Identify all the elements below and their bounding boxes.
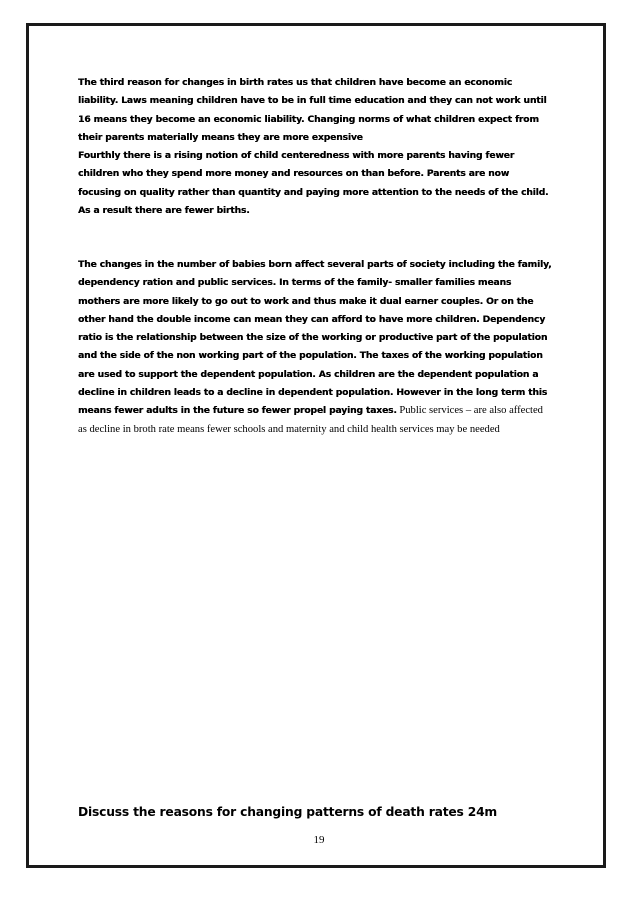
section-heading: Discuss the reasons for changing patterns of death rates 24m	[78, 805, 498, 819]
paragraph-child-centeredness: Fourthly there is a rising notion of child centeredness with more parents having fewer children who they spend more money and resources on than before. Parents are now focusing on quality rather than quantity and paying more attention to the needs of the child. As a result there are fewer births.	[78, 150, 549, 216]
paragraph-effects-of-birth-rate	[78, 256, 554, 439]
paragraph-effects-plain-text: Public services – are also affected as decline in broth rate means fewer schools and maternity and child health services may be needed	[78, 405, 543, 435]
paragraph-economic-liability: The third reason for changes in birth rates us that children have become an economic liability. Laws meaning children have to be in full time education and they can not work until 16 means they become an economic liability. Changing norms of what children expect from their parents materially means they are more expensive	[78, 77, 547, 143]
paragraph-effects-bold-text: The changes in the number of babies born affect several parts of society including the family, dependency ration and public services. In terms of the family- smaller families means mothers are more likely to go out to work and thus make it dual earner couples. Or on the other hand the double income can mean they can afford to have more children. Dependency ratio is the relationship between the size of the working or productive part of the population and the side of the non working part of the population. The taxes of the working population are used to support the dependent population. As children are the dependent population a decline in children leads to a decline in dependent population. However in the long term this means fewer adults in the future so fewer propel paying taxes.	[78, 259, 552, 417]
page-number: 19	[313, 834, 325, 846]
